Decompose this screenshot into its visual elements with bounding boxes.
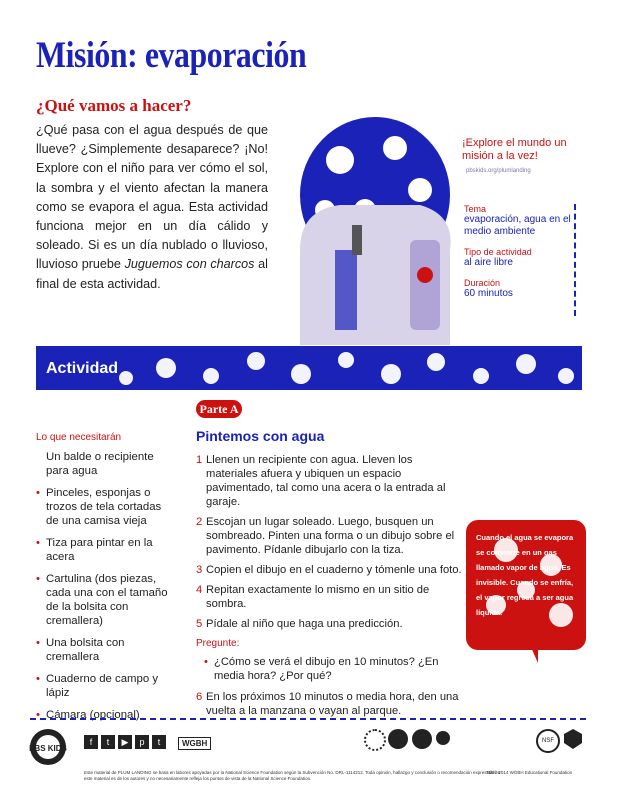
- need-text: Un balde o recipiente para agua: [46, 451, 154, 477]
- step-number: 5: [196, 618, 203, 630]
- step-number: 2: [196, 516, 203, 528]
- info-label: Duración: [464, 278, 501, 288]
- activity-banner: [36, 346, 582, 390]
- step-number: 3: [196, 564, 203, 576]
- info-value: 60 minutos: [464, 288, 513, 299]
- explore-heading: ¡Explore el mundo un misión a la vez!: [462, 137, 567, 162]
- steps-title: Pintemos con agua: [196, 428, 325, 444]
- list-item: [36, 672, 176, 700]
- info-value: al aire libre: [464, 257, 513, 268]
- question-title: Pregunte:: [196, 638, 240, 649]
- bullet-icon: •: [36, 637, 40, 649]
- need-text: Cuaderno de campo y lápiz: [46, 673, 159, 699]
- part-badge: Parte A: [196, 400, 242, 418]
- sponsor-logo-2: [388, 729, 408, 749]
- intro-paragraph: [36, 121, 268, 294]
- need-text: Tiza para pintar en la acera: [46, 537, 153, 563]
- step-text: Pídale al niño que haga una predicción.: [206, 618, 403, 630]
- bullet-icon: •: [204, 656, 208, 668]
- list-item: [36, 636, 176, 664]
- page-title: Misión: evaporación: [36, 35, 307, 76]
- bullet-icon: •: [36, 673, 40, 685]
- funding-footnote: Este material de PLUM LANDING se basa en labores apoyadas por la National Science Foundation según la Subvención No. DRL-1114212. Toda opinión, hallazgo y conclusión o recomendación expresada en este material es de los autores y no necesariamente refleja los puntos de vista de la National Science Foundation.: [84, 770, 501, 781]
- need-text: Pinceles, esponjas o trozos de tela cortadas de una camisa vieja: [46, 487, 162, 527]
- info-topic: [464, 204, 576, 238]
- sponsor-logo-5: [564, 729, 582, 749]
- step-text: Copien el dibujo en el cuaderno y tómenle una foto.: [206, 564, 462, 576]
- section-subhead: ¿Qué vamos a hacer?: [36, 96, 192, 115]
- needs-list: [36, 450, 176, 730]
- pbs-kids-logo[interactable]: [28, 727, 68, 767]
- list-item: [196, 453, 466, 509]
- pbs-logo-text: PBS KIDS: [29, 744, 67, 753]
- bullet-icon: •: [36, 573, 40, 585]
- pinterest-icon[interactable]: p: [135, 735, 149, 749]
- step-number: 4: [196, 584, 203, 596]
- info-type: [464, 247, 576, 269]
- youtube-icon[interactable]: ▶: [118, 735, 132, 749]
- sponsor-logo-1: [364, 729, 386, 751]
- twitter-icon[interactable]: t: [101, 735, 115, 749]
- step-number: 1: [196, 454, 203, 466]
- step-text: Llenen un recipiente con agua. Lleven los materiales afuera y ubiquen un espacio pavimentado, tal como una acera o la entrada al garaje.: [206, 454, 446, 508]
- sponsor-logo-4: [436, 731, 450, 745]
- bubble-text: Cuando el agua se evapora se convierte en un gas llamado vapor de agua. Es invisible. Cuando se enfría, el vapor regresa a ser agua líquida.: [476, 533, 574, 617]
- tumblr-icon[interactable]: t: [152, 735, 166, 749]
- question-item: [196, 655, 466, 683]
- question-text: ¿Cómo se verá el dibujo en 10 minutos? ¿En media hora? ¿Por qué?: [214, 656, 439, 682]
- copyright: TM/© 2014 WGBH Educational Foundation: [486, 770, 573, 775]
- step-number: 6: [196, 691, 203, 703]
- list-item: [36, 450, 176, 478]
- info-value: evaporación, agua en el medio ambiente: [464, 214, 571, 237]
- steps-list: [196, 453, 466, 724]
- list-item: [196, 617, 466, 631]
- footer-logos: [28, 727, 588, 767]
- sponsor-logo-3: [412, 729, 432, 749]
- bullet-icon: •: [36, 487, 40, 499]
- step-text: Escojan un lugar soleado. Luego, busquen un sombreado. Pinten una forma o un dibujo sobre el pavimento. Pídanle dibujarlo con la tiza.: [206, 516, 455, 556]
- list-item: [36, 572, 176, 628]
- list-item: [196, 690, 466, 718]
- explore-url[interactable]: pbskids.org/plumlanding: [466, 168, 531, 174]
- need-text: Cámara (opcional): [46, 709, 140, 721]
- facebook-icon[interactable]: f: [84, 735, 98, 749]
- list-item: [196, 563, 466, 577]
- child-illustration: [280, 100, 470, 350]
- info-label: Tipo de actividad: [464, 247, 532, 257]
- step-text: En los próximos 10 minutos o media hora, den una vuelta a la manzana o vayan al parque.: [206, 691, 459, 717]
- intro-text-2: al final de esta actividad.: [36, 257, 268, 291]
- nsf-logo: NSF: [536, 729, 560, 753]
- info-divider: [574, 204, 576, 316]
- list-item: [36, 536, 176, 564]
- intro-italic: Juguemos con charcos: [124, 257, 255, 272]
- info-bubble: [466, 520, 586, 650]
- social-icons: [84, 735, 166, 749]
- need-text: Una bolsita con cremallera: [46, 637, 125, 663]
- bullet-icon: •: [36, 537, 40, 549]
- needs-title: Lo que necesitarán: [36, 432, 122, 443]
- need-text: Cartulina (dos piezas, cada una con el tamaño de la bolsita con cremallera): [46, 573, 168, 627]
- wgbh-logo[interactable]: WGBH: [178, 737, 211, 750]
- banner-title: Actividad: [46, 360, 119, 377]
- footer-divider: [30, 718, 586, 720]
- list-item: [196, 583, 466, 611]
- info-duration: [464, 278, 576, 300]
- intro-text-1: ¿Qué pasa con el agua después de que llueve? ¿Simplemente desaparece? ¡No! Explore con el niño para ver cómo el sol, la sombra y el viento afectan la manera como se evapora el agua. Esta actividad funciona mejor en un día cálido y soleado. Si es un día nublado o lluvioso, lluvioso pruebe: [36, 123, 268, 272]
- info-label: Tema: [464, 204, 487, 214]
- activity-info: [464, 204, 576, 309]
- bubble-tail: [530, 645, 538, 663]
- list-item: [36, 486, 176, 528]
- bullet-icon: •: [36, 709, 40, 721]
- step-text: Repitan exactamente lo mismo en un sitio de sombra.: [206, 584, 430, 610]
- list-item: [196, 515, 466, 557]
